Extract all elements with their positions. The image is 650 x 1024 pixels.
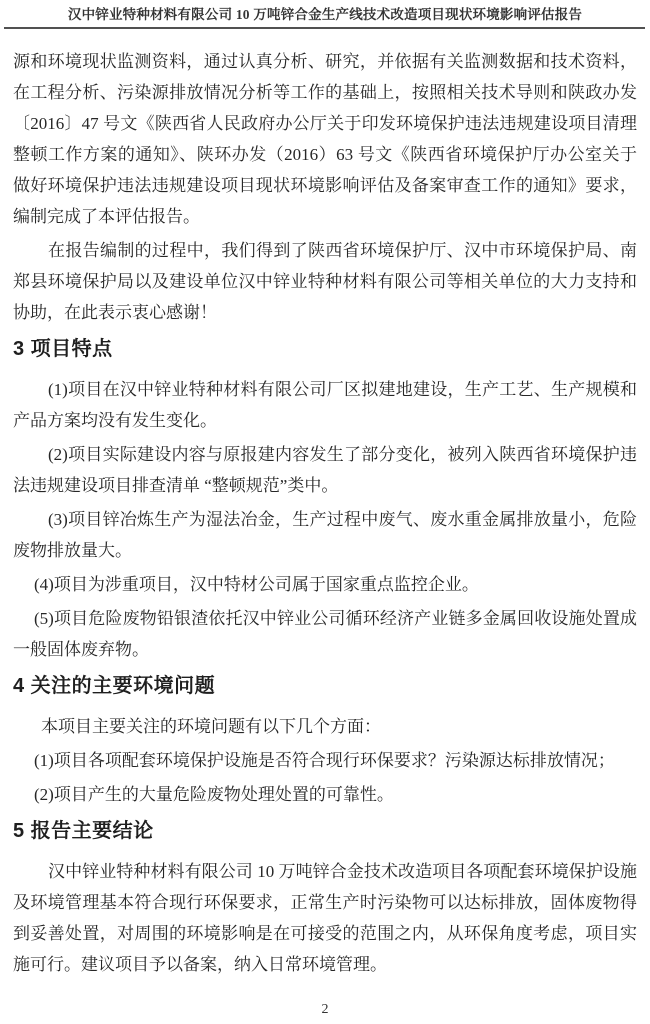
section3-item-2: (2)项目实际建设内容与原报建内容发生了部分变化，被列入陕西省环境保护违法违规建设项目排查清单 “整顿规范”类中。 (13, 445, 637, 495)
section3-item-4: (4)项目为涉重项目，汉中特材公司属于国家重点监控企业。 (34, 575, 479, 594)
section4-item-2: (2)项目产生的大量危险废物处理处置的可靠性。 (34, 785, 394, 804)
section3-item-3: (3)项目锌冶炼生产为湿法冶金，生产过程中废气、废水重金属排放量小，危险废物排放量大。 (13, 510, 637, 560)
section-heading-3: 3 项目特点 (13, 338, 113, 360)
section3-item-1: (1)项目在汉中锌业特种材料有限公司厂区拟建地建设，生产工艺、生产规模和产品方案均没有发生变化。 (13, 380, 637, 430)
section4-intro: 本项目主要关注的环境问题有以下几个方面： (41, 717, 381, 736)
section-heading-4: 4 关注的主要环境问题 (13, 675, 216, 697)
section4-item-1: (1)项目各项配套环境保护设施是否符合现行环保要求？污染源达标排放情况； (34, 751, 615, 770)
paragraph-acknowledgement: 在报告编制的过程中，我们得到了陕西省环境保护厅、汉中市环境保护局、南郑县环境保护局以及建设单位汉中锌业特种材料有限公司等相关单位的大力支持和协助，在此表示衷心感谢！ (13, 241, 637, 322)
section5-conclusion: 汉中锌业特种材料有限公司 10 万吨锌合金技术改造项目各项配套环境保护设施及环境管理基本符合现行环保要求，正常生产时污染物可以达标排放，固体废物得到妥善处置，对周围的环境影响是在可接受的范围之内，从环保角度考虑，项目实施可行。建议项目予以备案，纳入日常环境管理。 (13, 862, 637, 974)
paragraph-intro-continuation: 源和环境现状监测资料，通过认真分析、研究，并依据有关监测数据和技术资料，在工程分析、污染源排放情况分析等工作的基础上，按照相关技术导则和陕政办发〔2016〕47 号文《陕西省人民政府办公厅关于印发环境保护违法违规建设项目清理整顿工作方案的通知》、陕环办发（2016）63 号文《陕西省环境保护厅办公室关于做好环境保护违法违规建设项目现状环境影响评估及备案审查工作的通知》要求，编制完成了本评估报告。 (13, 52, 637, 226)
page-header-title: 汉中锌业特种材料有限公司 10 万吨锌合金生产线技术改造项目现状环境影响评估报告 (67, 7, 583, 22)
document-body (0, 29, 650, 980)
section-heading-5: 5 报告主要结论 (13, 820, 154, 842)
page-number: 2 (321, 1002, 329, 1017)
section3-item-5: (5)项目危险废物铅银渣依托汉中锌业公司循环经济产业链多金属回收设施处置成一般固体废弃物。 (13, 609, 637, 659)
